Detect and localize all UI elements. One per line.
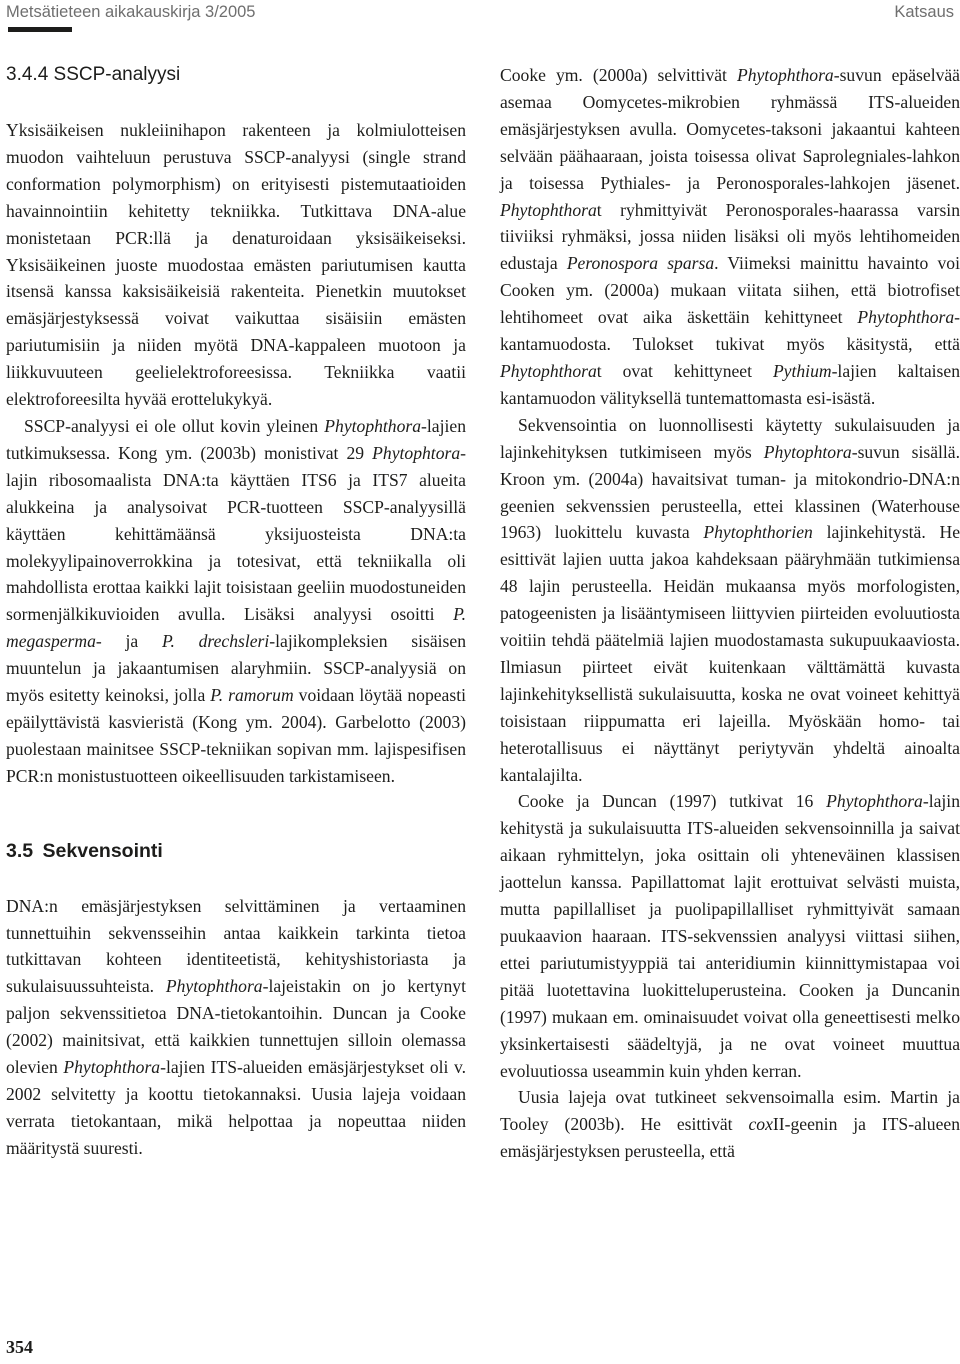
text-run: t ovat kehittyneet	[596, 360, 773, 381]
left-column	[6, 62, 466, 1162]
text-run: Cooke ym. (2000a) selvittivät	[500, 65, 737, 85]
text-run: -suvun epäselvää asemaa Oomycetes-mikrobien ryhmässä ITS-alueiden emäsjärjestyksen avulla. Oomycetes-taksoni jakaantui kahteen selvään päähaaraan, joista toisessa olivat Saprolegniales-lahkon ja toisessa Pythiales- ja Peronosporales-lahkojen jäsenet.	[500, 65, 960, 193]
text-run: Uusia lajeja ovat tutkineet sekvensoimalla esim. Martin ja Tooley (2003b). He esittivät	[500, 1087, 960, 1135]
text-run: II-geenin ja ITS-alueen emäsjärjestyksen perusteella, että	[500, 1114, 960, 1162]
journal-title: Metsätieteen aikakauskirja 3/2005	[6, 3, 256, 21]
italic-term: Phytophthora	[63, 1057, 161, 1078]
text-run: Sekvensointia on luonnollisesti käytetty sukulaisuuden ja lajinkehityksen tutkimiseen myös	[500, 414, 960, 462]
italic-term: Phytophthora	[165, 976, 263, 997]
italic-term: Phytophthora	[857, 307, 955, 328]
text-run: . Viimeksi mainittu havainto voi Cooken ym. (2000a) mukaan viitata siihen, että biotrofiset lehtihomeet ovat aika äskettäin kehittyneet	[500, 253, 960, 328]
text-run: -lajin ribosomaalista DNA:ta käyttäen ITS6 ja ITS7 alueita alukkeina ja analysoivat PCR-tuotteen SSCP-analyysillä käyttäen kehittämäänsä yksijuosteista DNA:ta molekyylipainoverrokkina ja totesivat, että tekniikalla oli mahdollista erottaa kaikki lajit toisistaan geeliin muodostuneiden sormenjälkikuvioiden avulla. Lisäksi analyysi osoitti	[6, 442, 466, 625]
text-run: -lajikompleksien sisäisen muuntelun ja jakaantumisen alaryhmiin. SSCP-analyysiä on myös esitetty keinoksi, jolla	[6, 631, 466, 706]
text-run: -lajien kaltaisen kantamuodon välityksellä tuntemattomasta esi-isästä.	[500, 360, 960, 408]
italic-term: Phytophthora	[826, 791, 923, 812]
text-run: - ja	[95, 631, 162, 652]
section-label: Katsaus	[894, 3, 954, 21]
paragraph-martin-tooley	[500, 1084, 960, 1165]
page-number: 354	[6, 1337, 33, 1357]
italic-term: P. drechsleri	[161, 631, 270, 652]
text-run: t ryhmittyivät Peronosporales-haarassa varsin tiiviiksi ryhmäksi, jossa niiden lisäksi oli myös lehtihomeiden edustaja	[500, 199, 960, 274]
paragraph-kroon-2004a	[500, 412, 960, 789]
section-number: 3.5	[6, 839, 34, 862]
italic-term: Phytophthora	[736, 65, 834, 85]
paragraph-cooke-duncan-1997	[500, 788, 960, 1084]
paragraph-cooke-2000a	[500, 62, 960, 412]
text-run: -lajien ITS-alueiden emäsjärjestykset oli v. 2002 selvitetty ja koottu tietokannaksi. Uusia lajeja voidaan verrata tietokantaan, mikä helpottaa ja nopeuttaa niiden määritystä suuresti.	[6, 1057, 466, 1158]
section-heading-sekvensointi	[6, 838, 466, 864]
paragraph-sscp-intro: Yksisäikeisen nukleiinihapon rakenteen ja kolmiulotteisen muodon vaihteluun perustuva SSCP-analyysi (single strand conformation polymorphism) on erityisesti pistemutaatioiden havainnointiin kehitetty tekniikka. Tutkittava DNA-alue monistetaan PCR:llä ja denaturoidaan yksisäikeiseksi. Yksisäikeinen juoste muodostaa emästen pariutumisen kautta itsensä kanssa kaksisäikeisiä rakenteita. Pienetkin muutokset emäsjärjestyksessä voivat vaikuttaa sisäisiin emästen pariutumisiin ja niiden myötä DNA-kappaleen muotoon ja liikkuvuuteen geelielektroforeesissa. Tekniikka vaatii elektroforeesilta hyvää erottelukykyä.	[6, 120, 466, 410]
text-run: voidaan löytää nopeasti epäilyttävistä kasvieristä (Kong ym. 2004). Garbelotto (2003) puolestaan mainitsee SSCP-tekniikan sopivan mm. lajispesifisen PCR:n monistustuotteen oikeellisuuden tarkistamiseen.	[6, 685, 466, 786]
italic-term: Phytophthorien	[703, 522, 813, 543]
italic-term: Phytophthora	[324, 415, 422, 436]
text-run: DNA:n emäsjärjestyksen selvittäminen ja vertaaminen tunnettuihin sekvensseihin antaa kaikkein tarkinta tietoa tutkittavan kohteen identiteetistä, kehityshistoriasta ja sukulaisuussuhteista.	[6, 895, 466, 997]
text-run: SSCP-analyysi ei ole ollut kovin yleinen	[24, 415, 325, 436]
section-heading-sscp: 3.4.4 SSCP-analyysi	[6, 64, 181, 85]
italic-term: Phytophtora	[763, 441, 852, 462]
text-run: -suvun sisällä. Kroon ym. (2004a) havaitsivat tuman- ja mitokondrio-DNA:n geenien sekvenssien perusteella, ettei klassinen (Waterhouse 1963) luokittelu kuvasta	[500, 441, 960, 543]
italic-term: Pythium	[772, 360, 832, 381]
italic-term: Phytophtora	[372, 442, 461, 463]
italic-term: cox	[748, 1114, 773, 1135]
paragraph-sekvensointi-intro	[6, 893, 466, 1162]
text-run: -kantamuodosta. Tulokset tukivat myös käsitystä, että	[500, 307, 960, 355]
italic-term: Peronospora sparsa	[566, 253, 715, 274]
text-run: -lajien tutkimuksessa. Kong ym. (2003b) monistivat 29	[6, 415, 466, 463]
italic-term: Phytophthora	[500, 199, 597, 220]
text-run: -lajin kehitystä ja sukulaisuutta ITS-alueiden sekvensoinnilla ja saivat aikaan ryhmittelyn, joka osittain oli yhteneväinen klassisen jaottelun kanssa. Papillattomat lajit erottuivat selvästi muista, mutta papillalliset ja puolipapillalliset ryhmittyivät samaan puukaavion haaraan. ITS-sekvenssien analyysi viittasi siihen, ettei pariutumistyyppiä tai anteridiumin kiinnittymistapaa voi pitää luotettavina luokitteluperusteina. Cooken ja Duncanin (1997) mukaan em. ominaisuudet voivat olla geneettisesti melko yksinkertaisesti säädeltyjä, ja ne ovat voineet muuttua evoluutiossa useammin kuin yhden kerran.	[500, 791, 960, 1081]
paragraph-sscp-phytophthora	[6, 413, 466, 790]
header-rule	[8, 27, 72, 32]
italic-term: P. ramorum	[210, 685, 294, 706]
text-run: Cooke ja Duncan (1997) tutkivat 16	[518, 791, 827, 812]
italic-term: Phytophthora	[500, 360, 597, 381]
italic-term: P. megasperma	[6, 604, 466, 652]
right-column	[500, 62, 960, 1165]
section-title: Sekvensointi	[42, 839, 163, 862]
text-run: -lajeistakin on jo kertynyt paljon sekvenssitietoa DNA-tietokantoihin. Duncan ja Cooke (2002) mainitsivat, että kaikkien tunnettujen silloin olemassa olevien	[6, 976, 466, 1078]
text-run: lajinkehitystä. He esittivät lajien uutta jakoa kahdeksaan pääryhmään tutkimiensa 48 lajin perusteella. Heidän mukaansa myös morfologisten, patogeenisten ja lisääntymiseen liittyvien piirteiden evoluutiosta voitiin tehdä päätelmiä lajien muodostamasta sukupuukaaviosta. Ilmiasun piirteet eivät kuitenkaan välttämättä kuvasta lajinkehityksellistä sukulaisuutta, koska ne ovat voineet kehittyä toisistaan riippumatta eri lajeilla. Myöskään homo- tai heterotallisuus ei näyttänyt periytyvän yhdeltä ainoalta kantalajilta.	[500, 522, 960, 785]
